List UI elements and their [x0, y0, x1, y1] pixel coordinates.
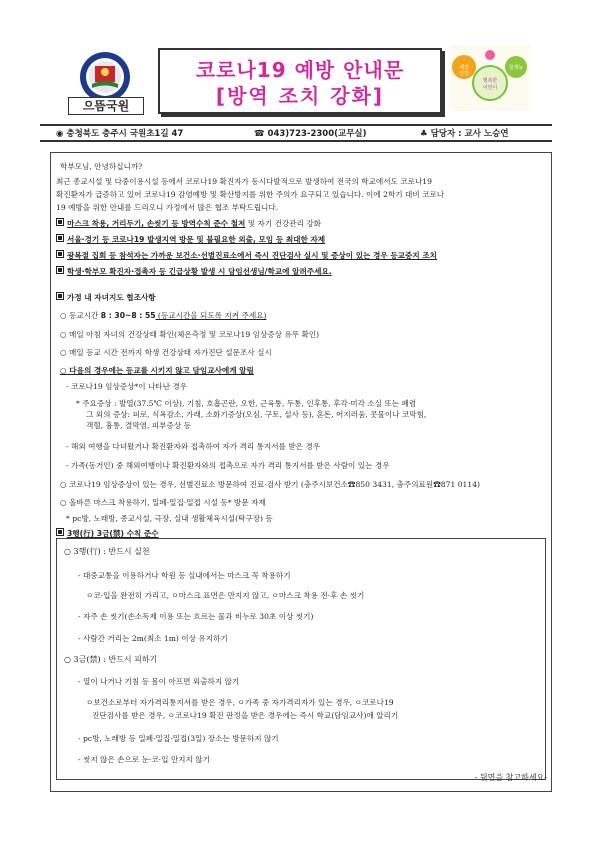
notice-item: 마스크 착용, 거리두기, 손씻기 등 방역수칙 준수 철저 및 자기 건강관리 강화 [56, 218, 321, 229]
dont-heading: ○ 3금(禁) : 반드시 피하기 [64, 655, 158, 664]
motto-badge-icon [450, 45, 530, 111]
do-rule-detail: ㅇ코·입을 완전히 가리고, ㅇ마스크 표면은 만지지 않고, ㅇ마스크 착용 전·후 손 씻기 [86, 591, 365, 600]
absence-notice-item: ○ 다음의 경우에는 등교를 시키지 않고 담임교사에게 알림 [60, 366, 254, 375]
notice-item: 광복절 집회 등 참석자는 가까운 보건소·선별진료소에서 즉시 진단검사 실시 및 증상이 있는 경우 등교중지 조치 [56, 250, 437, 261]
dont-rule: - 씻지 않은 손으로 눈·코·입 만지지 않기 [78, 755, 210, 764]
checkbox-icon [56, 234, 64, 242]
symptom-note: 객혈, 흉통, 결막염, 피부증상 등 [86, 421, 191, 430]
title-box [158, 48, 442, 114]
dont-rule-detail: 진단검사를 받은 경우, ㅇ코로나19 확진 판정을 받은 경우에는 즉시 학교(담임교사)에 알리기 [92, 711, 399, 720]
symptom-note: * 주요증상 : 발열(37.5℃ 이상), 기침, 호흡곤란, 오한, 근육통, 두통, 인후통, 후각·미각 소실 또는 폐렴 [76, 399, 417, 408]
notice-item: 서울·경기 등 코로나19 발생지역 방문 및 불필요한 외출, 모임 등 최대한 자제 [56, 234, 325, 245]
intro-line-3: 19 예방을 위한 안내를 드리오니 가정에서 많은 협조 부탁드립니다. [56, 203, 279, 212]
dont-rule-detail: ㅇ보건소로부터 자가격리통지서를 받은 경우, ㅇ가족 중 자가격리자가 있는 경우, ㅇ코로나19 [86, 698, 394, 707]
screening-item: ○ 코로나19 임상증상이 있는 경우, 선별진료소 방문하여 진료·검사 받기 (충주시보건소☎850 3431, 충주의료원☎871 0114) [60, 480, 480, 489]
checkbox-icon [56, 292, 64, 300]
page-title: 코로나19 예방 안내문 [195, 58, 405, 82]
contact-info-bar [40, 124, 552, 142]
family-case: - 가족(동거인) 중 해외여행이나 확진환자와의 접촉으로 자가 격리 통지서를 받은 사람이 있는 경우 [66, 461, 390, 470]
checkbox-icon [56, 250, 64, 258]
school-phone: ☎ 043)723-2300(교무실) [254, 129, 367, 139]
notice-item: 학생·학부모 확진자·접촉자 등 긴급상황 발생 시 담임선생님/학교에 알려주세요. [56, 266, 332, 277]
self-diagnosis-item: ○ 매일 등교 시간 전까지 학생 건강상태 자가진단 설문조사 실시 [60, 348, 272, 357]
svg-text:건강: 건강 [459, 71, 469, 77]
dont-rule: - 열이 나거나 기침 등 몸이 아프면 외출하지 않기 [78, 677, 240, 686]
checkbox-icon [56, 266, 64, 274]
travel-case: - 해외 여행을 다녀왔거나 확진환자와 접촉하여 자가 격리 통지서를 받은 경우 [66, 442, 321, 451]
checkbox-icon [56, 218, 64, 226]
motto-word-2: 행복한 [482, 78, 498, 84]
teacher-in-charge: ♣ 담당자 : 교사 노승연 [420, 129, 509, 139]
motto-word-3: 꿈재능 [508, 65, 524, 71]
health-check-item: ○ 매일 아침 자녀의 건강상태 확인(체온측정 및 코로나19 임상증상 유무 확인) [60, 330, 320, 339]
do-heading: ○ 3행(行) : 반드시 실천 [64, 547, 150, 556]
page-subtitle: [방역 조치 강화] [215, 84, 385, 108]
dont-rule: - pc방, 노래방 등 밀폐·밀집·밀접(3밀) 장소는 방문하지 않기 [78, 734, 279, 743]
symptom-note: 그 외의 증상: 피로, 식욕감소, 가래, 소화기증상(오심, 구토, 설사 등), 혼돈, 어지러움, 콧물이나 코막힘, [86, 410, 427, 419]
intro-line-1: 최근 종교시설 및 다중이용시설 등에서 코로나19 확진자가 동시다발적으로 발생하여 전국의 학교에서도 코로나19 [56, 177, 432, 186]
greeting: 학부모님, 안녕하십니까? [60, 162, 143, 171]
intro-line-2: 확진환자가 급증하고 있어 코로나19 감염예방 및 확산방지를 위한 주의가 요구되고 있습니다. 이에 2학기 대비 코로나 [56, 190, 445, 199]
school-name-label: 으뜸국원 [68, 97, 144, 115]
do-rule: - 사람간 거리는 2m(최소 1m) 이상 유지하기 [78, 634, 228, 643]
mask-item: ○ 올바른 마스크 착용하기, 밀폐·밀집·밀접 시설 등* 방문 자제 [60, 498, 266, 507]
checkbox-icon [56, 528, 64, 536]
svg-text:어린이: 어린이 [482, 85, 498, 91]
symptom-case: - 코로나19 임상증상*이 나타난 경우 [66, 382, 188, 391]
facility-note: * pc방, 노래방, 종교시설, 극장, 실내 생활체육시설(탁구장) 등 [66, 514, 273, 523]
section-heading: 3행(行) 3금(禁) 수칙 준수 [56, 528, 159, 539]
do-rule: - 대중교통을 이용하거나 학원 등 실내에서는 마스크 꼭 착용하기 [78, 571, 291, 580]
section-heading: 가정 내 자녀지도 협조사항 [56, 292, 156, 303]
do-rule: - 자주 손 씻기(손소독제 이용 또는 흐르는 물과 비누로 30초 이상 씻기) [78, 612, 314, 621]
motto-word-1: 세상 [459, 65, 469, 71]
school-time-item: ○ 등교시간 8 : 30~8 : 55 (등교시간을 되도록 지켜 주세요) [60, 311, 267, 320]
footer-note: - 뒷면을 참고하세요- [474, 773, 547, 782]
school-address: ◉ 충청북도 충주시 국원초1길 47 [56, 129, 184, 139]
